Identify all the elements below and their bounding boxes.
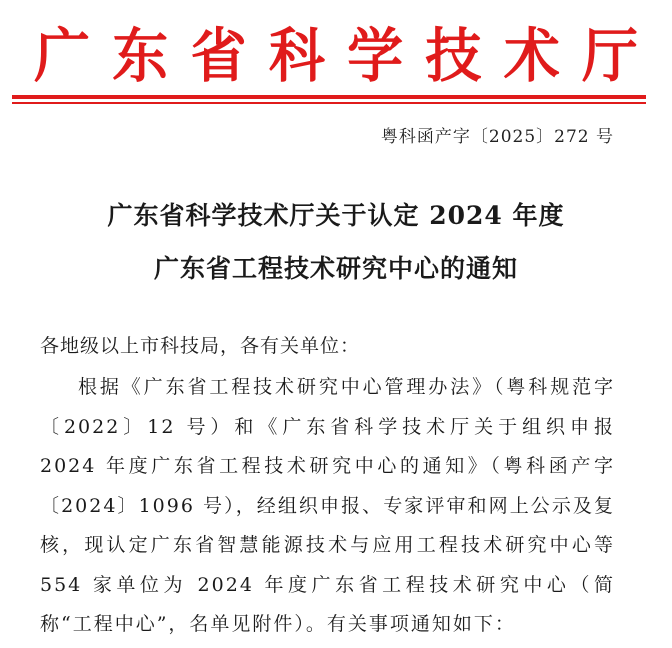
letterhead-char: 广 — [34, 22, 90, 91]
title-line-1: 广东省科学技术厅关于认定 2024 年度 — [107, 201, 565, 230]
letterhead-char: 学 — [347, 22, 404, 91]
letterhead-char: 东 — [112, 22, 169, 91]
document-number: 粤科函产字〔2025〕272 号 — [380, 127, 614, 147]
letterhead-char: 省 — [190, 22, 247, 91]
body-paragraph: 根据《广东省工程技术研究中心管理办法》（粤科规范字〔2022〕12 号）和《广东省科学技术厅关于组织申报 2024 年度广东省工程技术研究中心的通知》（粤科函产字〔2024〕1096 号），经组织申报、专家评审和网上公示及复核，现认定广东省智慧能源技术与应用工程技术研究中心等 554 家单位为 2024 年度广东省工程技术研究中心（简称“工程中心”，名单见附件）。有关事项通知如下： — [40, 376, 615, 635]
title-line-2: 广东省工程技术研究中心的通知 — [153, 254, 518, 283]
salutation: 各地级以上市科技局，各有关单位： — [40, 335, 361, 357]
letterhead-char: 术 — [503, 22, 560, 91]
letterhead-rule-thick — [12, 95, 646, 99]
letterhead — [34, 22, 638, 92]
letterhead-rule-thin — [12, 102, 646, 104]
letterhead-char: 技 — [425, 22, 482, 91]
letterhead-char: 厅 — [581, 22, 638, 91]
letterhead-char: 科 — [268, 22, 325, 91]
